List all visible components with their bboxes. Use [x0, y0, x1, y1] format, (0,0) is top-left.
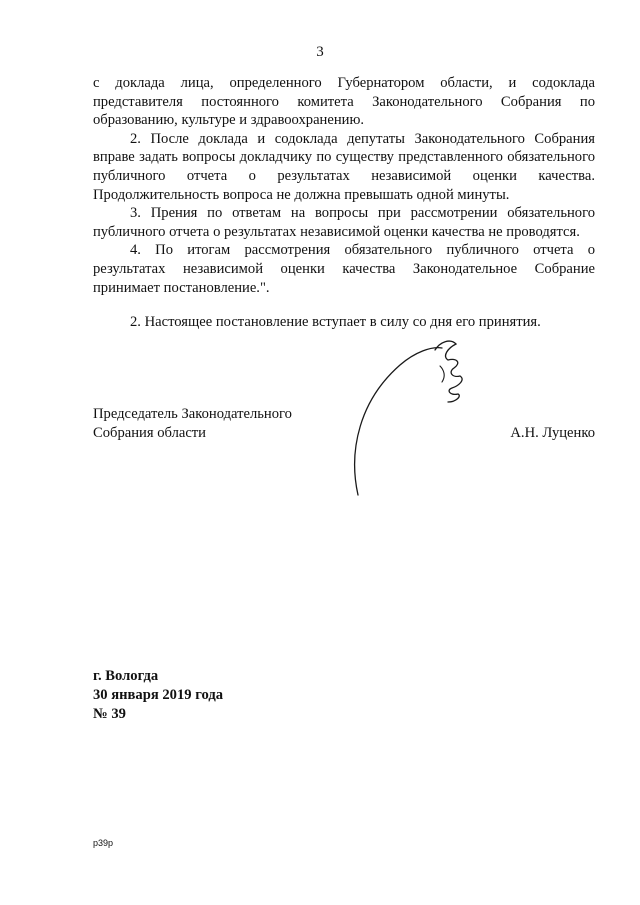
- signer-title-line2: Собрания области: [93, 424, 206, 441]
- paragraph-continuation: с доклада лица, определенного Губернатором области, и содоклада представителя постоянного комитета Законодательного Собрания по образованию, культуре и здравоохранению.: [93, 75, 595, 129]
- paragraph-effective-date: 2. Настоящее постановление вступает в силу со дня его принятия.: [130, 314, 541, 331]
- signer-name: А.Н. Луценко: [510, 424, 595, 441]
- paragraph-item-4: 4. По итогам рассмотрения обязательного публичного отчета о результатах независимой оценки качества Законодательное Собрание принимает постановление.".: [93, 242, 595, 296]
- footer-date: 30 января 2019 года: [93, 687, 224, 703]
- paragraph-item-2: 2. После доклада и содоклада депутаты Законодательного Собрания вправе задать вопросы докладчику по существу представленного обязательного публичного отчета о результатах независимой оценки качества. Продолжительность вопроса не должна превышать одной минуты.: [93, 130, 595, 203]
- paragraph-item-3: 3. Прения по ответам на вопросы при рассмотрении обязательного публичного отчета о результатах независимой оценки качества не проводятся.: [93, 205, 595, 240]
- document-code: р39р: [93, 838, 114, 848]
- document-footer: [93, 667, 223, 724]
- signer-title-line1: Председатель Законодательного: [93, 406, 292, 422]
- handwritten-signature: [340, 330, 480, 500]
- document-body: [93, 74, 595, 332]
- footer-city: г. Вологда: [93, 668, 159, 684]
- footer-number: № 39: [93, 706, 126, 722]
- page-number: 3: [316, 44, 324, 60]
